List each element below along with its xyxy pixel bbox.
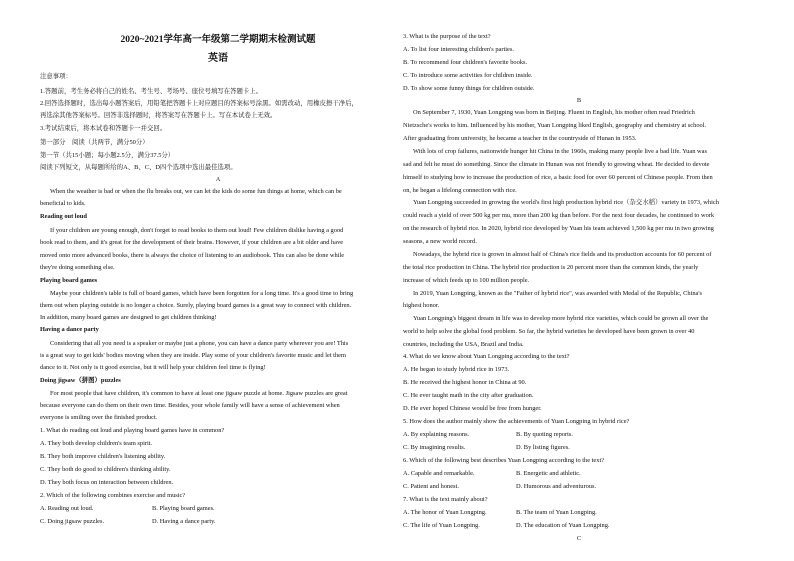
- section-heading-reading: Reading out loud: [40, 213, 87, 220]
- question-option: A. The honor of Yuan Longping.: [403, 509, 487, 516]
- paragraph-line: could reach a yield of over 500 kg per mu, more than 200 kg than before. For the next four decades, he continued to work: [403, 212, 715, 219]
- paragraph-line: is a great way to get kids' bodies moving when they are inside. Play some of your children's favorite music and let them: [40, 352, 346, 359]
- paragraph-line: dance to it. Not only is it good exercise, but it will help your children feel time is flying!: [40, 364, 266, 371]
- question-option: B. To recommend four children's favorite books.: [403, 59, 528, 66]
- question-option: A. To list four interesting children's parties.: [403, 46, 514, 53]
- question-option: C. By imagining results.: [403, 444, 466, 451]
- paragraph-line: seasons, a new world record.: [403, 238, 477, 245]
- paragraph-line: everyone is smiling over the finished product.: [40, 414, 158, 421]
- paragraph-line: himself to studying how to increase the production of rice, a basic food for over 60 percent of Chinese people. From then: [403, 174, 713, 181]
- passage-a-letter: A: [215, 176, 221, 183]
- question-option: D. By listing figures.: [516, 444, 570, 451]
- paragraph-line: Yuan Longping succeeded in growing the world's first high production hybrid rice（杂交水稻）variety in 1973, which: [413, 199, 719, 206]
- passage-b-letter: B: [576, 97, 582, 104]
- section-heading-jigsaw: Doing jigsaw（拼图）puzzles: [40, 377, 121, 384]
- paragraph-line: Nowadays, the hybrid rice is grown in almost half of China's rice fields and its production accounts for 60 percent of: [413, 251, 712, 258]
- question-option: B. Energetic and athletic.: [516, 470, 581, 477]
- paragraph-line: For most people that have children, it's common to have at least one jigsaw puzzle at home. Jigsaw puzzles are great: [50, 390, 348, 397]
- question-option: B. He received the highest honor in China at 90.: [403, 379, 527, 386]
- paragraph-line: because everyone can do them on their own time. Besides, your whole family will have a sense of achievement when: [40, 402, 340, 409]
- question-option: B. They both improve children's listening ability.: [40, 453, 166, 460]
- notes-item: 1.答题前，考生务必将自己的姓名、考生号、考场号、座位号填写在答题卡上。: [40, 88, 263, 95]
- question-option: C. They both do good to children's thinking ability.: [40, 466, 171, 473]
- paragraph-line: world to help solve the global food problem. So far, the hybrid varieties he developed have been grown in over 40: [403, 328, 695, 335]
- paragraph-line: highest honor.: [403, 302, 440, 309]
- exam-title: 2020~2021学年高一年级第二学期期末检测试题: [120, 35, 316, 45]
- question-stem: 6. Which of the following best describes Yuan Longping according to the text?: [403, 457, 605, 464]
- question-option: D. The education of Yuan Longping.: [516, 522, 610, 529]
- notes-item: 3.考试结束后，将本试卷和答题卡一并交回。: [40, 125, 167, 132]
- question-option: B. The team of Yuan Longping.: [516, 509, 597, 516]
- question-option: C. He ever taught math in the city after graduation.: [403, 392, 534, 399]
- question-stem: 2. Which of the following combines exercise and music?: [40, 492, 186, 499]
- part-heading: 第一部分 阅读（共两节，满分50分）: [40, 139, 149, 146]
- notes-item: 2.回答选择题时，选出每小题答案后，用铅笔把答题卡上对应题目的答案标号涂黑。如需改动，用橡皮擦干净后，: [40, 100, 358, 107]
- paragraph-line: Yuan Longping's biggest dream in life was to develop more hybrid rice varieties, which could be grown all over the: [413, 315, 709, 322]
- section-heading-dance: Having a dance party: [40, 326, 99, 333]
- question-option: A. He began to study hybrid rice in 1973.: [403, 366, 510, 373]
- paragraph-line: In 2019, Yuan Longping, known as the "Father of hybrid rice", was awarded with Medal of the Republic, China's: [413, 290, 703, 297]
- paragraph-line: they're doing something else.: [40, 264, 115, 271]
- passage-a-intro: When the weather is bad or when the flu breaks out, we can let the kids do some fun things at home, which can be: [50, 188, 342, 195]
- question-option: A. By explaining reasons.: [403, 431, 470, 438]
- question-option: C. Patient and honest.: [403, 483, 459, 490]
- paragraph-line: them out when playing outside is no longer a choice. Surely, playing board games is a great way to connect with children.: [40, 302, 352, 309]
- paragraph-line: increase of which feeds up to 100 million people.: [403, 277, 530, 284]
- question-option: B. Playing board games.: [152, 505, 215, 512]
- paragraph-line: In addition, many board games are designed to get children thinking!: [40, 314, 217, 321]
- question-stem: 1. What do reading out loud and playing board games have in common?: [40, 427, 225, 434]
- question-option: C. Doing jigsaw puzzles.: [40, 518, 105, 525]
- passage-c-letter: C: [576, 535, 582, 542]
- reading-instruction: 阅读下列短文，从每题所给的A、B、C、D四个选项中选出最佳选项。: [40, 164, 237, 171]
- paragraph-line: Nietzsche's works to him. Influenced by his mother, Yuan Longping liked English, geography and chemistry at school.: [403, 122, 707, 129]
- paragraph-line: moved onto more advanced books, there is always the choice of listening to an audiobook. This can also be done while: [40, 252, 345, 259]
- paragraph-line: On September 7, 1930, Yuan Longping was born in Beijing. Fluent in English, his mother often read Friedrich: [413, 109, 695, 116]
- question-option: D. He ever hoped Chinese would be free from hunger.: [403, 405, 542, 412]
- question-stem: 5. How does the author mainly show the achievements of Yuan Longping in hybrid rice?: [403, 418, 630, 425]
- paragraph-line: Maybe your children's table is full of board games, which have been forgotten for a long time. It's a good time to bring: [50, 290, 354, 297]
- paragraph-line: countries, including the USA, Brazil and India.: [403, 341, 524, 348]
- paragraph-line: on, he began a lifelong connection with rice.: [403, 187, 517, 194]
- question-stem: 4. What do we know about Yuan Longping according to the text?: [403, 353, 570, 360]
- paragraph-line: sad and felt he must do something. Since the climate in Hunan was not friendly to growing wheat. He decided to devote: [403, 161, 710, 168]
- paragraph-line: Considering that all you need is a speaker or maybe just a phone, you can have a dance party wherever you are! This: [50, 340, 349, 347]
- question-option: D. Having a dance party.: [152, 518, 216, 525]
- question-stem: 3. What is the purpose of the text?: [403, 33, 491, 40]
- question-stem: 7. What is the text mainly about?: [403, 496, 488, 503]
- question-option: A. Capable and remarkable.: [403, 470, 475, 477]
- question-option: D. They both focus on interaction between children.: [40, 479, 174, 486]
- question-option: D. To show some funny things for children outside.: [403, 85, 535, 92]
- question-option: A. They both develop children's team spirit.: [40, 440, 153, 447]
- section-heading: 第一节（共15小题；每小题2.5分，满分37.5分）: [40, 152, 175, 159]
- paragraph-line: on the research of hybrid rice. In 2020, hybrid rice developed by Yuan his team achieved 1,500 kg per mu in two growing: [403, 225, 714, 232]
- notes-heading: 注意事项：: [40, 73, 72, 80]
- paragraph-line: If your children are young enough, don't forget to read books to them out loud! Few children dislike having a good: [50, 227, 344, 234]
- question-option: A. Reading out loud.: [40, 505, 94, 512]
- exam-subject: 英语: [208, 53, 228, 64]
- notes-item: 再选涂其他答案标号。回答非选择题时，将答案写在答题卡上。写在本试卷上无效。: [40, 112, 277, 119]
- paragraph-line: the total rice production in China. The hybrid rice production is 20 percent more than the common kinds, the yearly: [403, 264, 699, 271]
- question-option: B. By quoting reports.: [516, 431, 573, 438]
- paragraph-line: With lots of crop failures, nationwide hunger hit China in the 1960s, making many people live a bad life. Yuan was: [413, 148, 707, 155]
- passage-a-intro: beneficial to kids.: [40, 200, 86, 207]
- section-heading-board-games: Playing board games: [40, 277, 98, 284]
- paragraph-line: book read to them, and it's great for the development of their brains. However, if your children are a bit older and have: [40, 239, 344, 246]
- paragraph-line: After graduating from university, he became a teacher in the countryside of Hunan in 1953.: [403, 135, 637, 142]
- question-option: D. Humorous and adventurous.: [516, 483, 597, 490]
- question-option: C. To introduce some activities for children inside.: [403, 72, 533, 79]
- question-option: C. The life of Yuan Longping.: [403, 522, 480, 529]
